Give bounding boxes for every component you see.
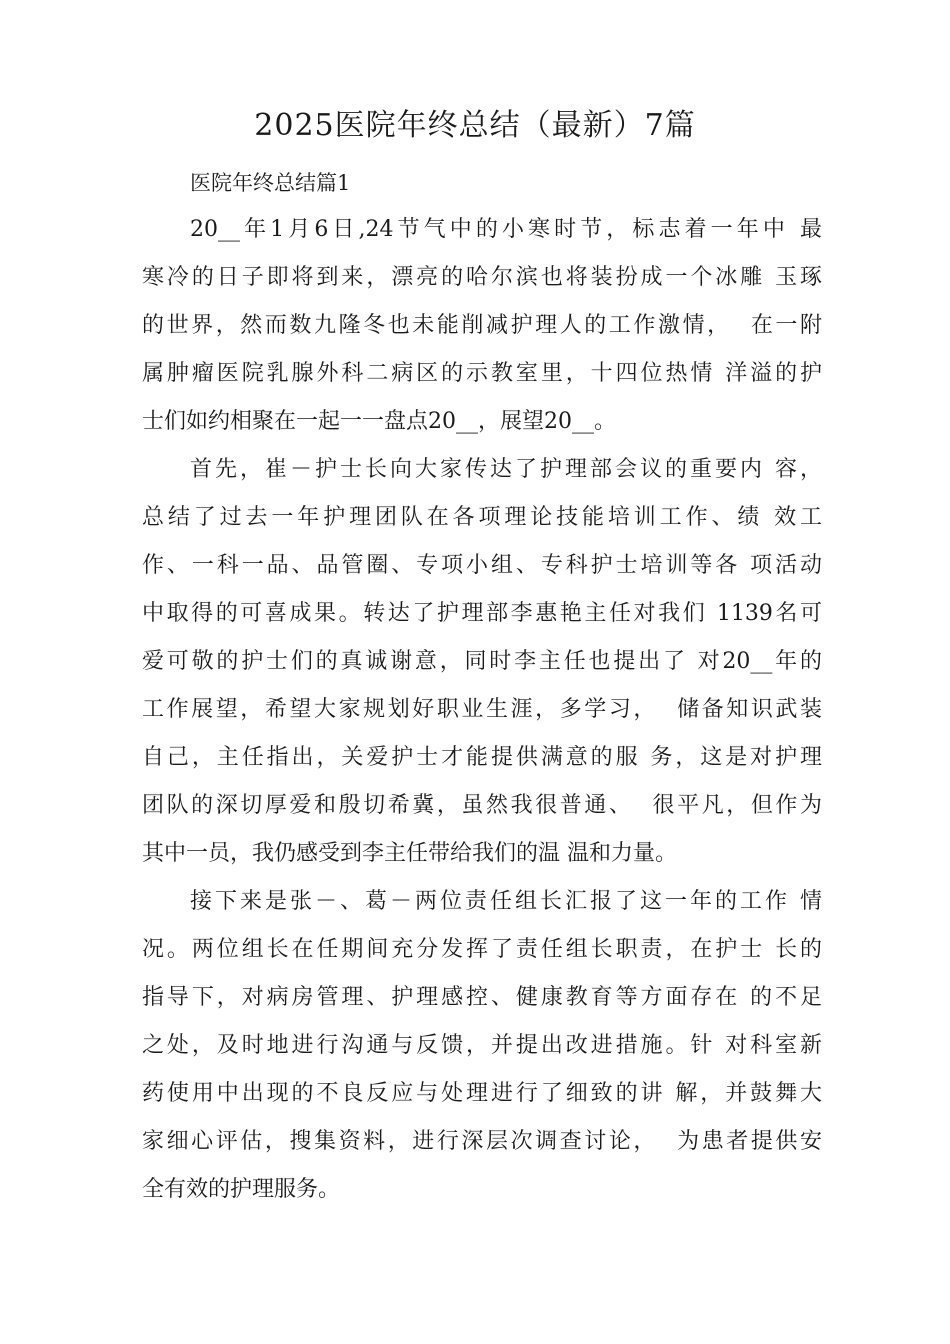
paragraph-2 <box>142 446 822 878</box>
paragraph-line: 家细心评估，搜集资料，进行深层次调查讨论， 为患者提供安 <box>142 1129 822 1154</box>
paragraph-line: 药使用中出现的不良反应与处理进行了细致的讲 解，并鼓舞大 <box>142 1081 822 1106</box>
section-heading: 医院年终总结篇1 <box>190 171 351 195</box>
paragraph-line: 中取得的可喜成果。转达了护理部李惠艳主任对我们 1139名可 <box>142 601 822 626</box>
paragraph-line: 爱可敬的护士们的真诚谢意，同时李主任也提出了 对20__年的 <box>142 649 822 674</box>
paragraph-line: 士们如约相聚在一起一一盘点20__，展望20__。 <box>142 409 616 434</box>
paragraph-1 <box>142 206 822 446</box>
paragraph-line: 之处，及时地进行沟通与反馈，并提出改进措施。针 对科室新 <box>142 1033 822 1058</box>
paragraph-line: 其中一员，我仍感受到李主任带给我们的温 温和力量。 <box>142 841 677 866</box>
paragraph-line: 首先，崔－护士长向大家传达了护理部会议的重要内 容， <box>190 457 822 482</box>
paragraph-line: 属肿瘤医院乳腺外科二病区的示教室里，十四位热情 洋溢的护 <box>142 361 822 386</box>
paragraph-line: 自己，主任指出，关爱护士才能提供满意的服 务，这是对护理 <box>142 745 822 770</box>
paragraph-line: 接下来是张－、葛－两位责任组长汇报了这一年的工作 情 <box>190 889 822 914</box>
paragraph-line: 总结了过去一年护理团队在各项理论技能培训工作、绩 效工 <box>142 505 822 530</box>
paragraph-3 <box>142 878 822 1214</box>
paragraph-line: 的世界，然而数九隆冬也未能削减护理人的工作激情， 在一附 <box>142 313 822 338</box>
paragraph-line: 况。两位组长在任期间充分发挥了责任组长职责，在护士 长的 <box>142 937 822 962</box>
paragraph-line: 指导下，对病房管理、护理感控、健康教育等方面存在 的不足 <box>142 985 822 1010</box>
paragraph-line: 全有效的护理服务。 <box>142 1177 341 1202</box>
paragraph-line: 20__年1月6日,24节气中的小寒时节，标志着一年中 最 <box>190 217 822 242</box>
paragraph-line: 团队的深切厚爱和殷切希冀，虽然我很普通、 很平凡，但作为 <box>142 793 822 818</box>
paragraph-line: 寒冷的日子即将到来，漂亮的哈尔滨也将装扮成一个冰雕 玉琢 <box>142 265 822 290</box>
document-title: 2025医院年终总结（最新）7篇 <box>254 108 696 143</box>
paragraph-line: 工作展望，希望大家规划好职业生涯，多学习， 储备知识武装 <box>142 697 822 722</box>
paragraph-line: 作、一科一品、品管圈、专项小组、专科护士培训等各 项活动 <box>142 553 822 578</box>
